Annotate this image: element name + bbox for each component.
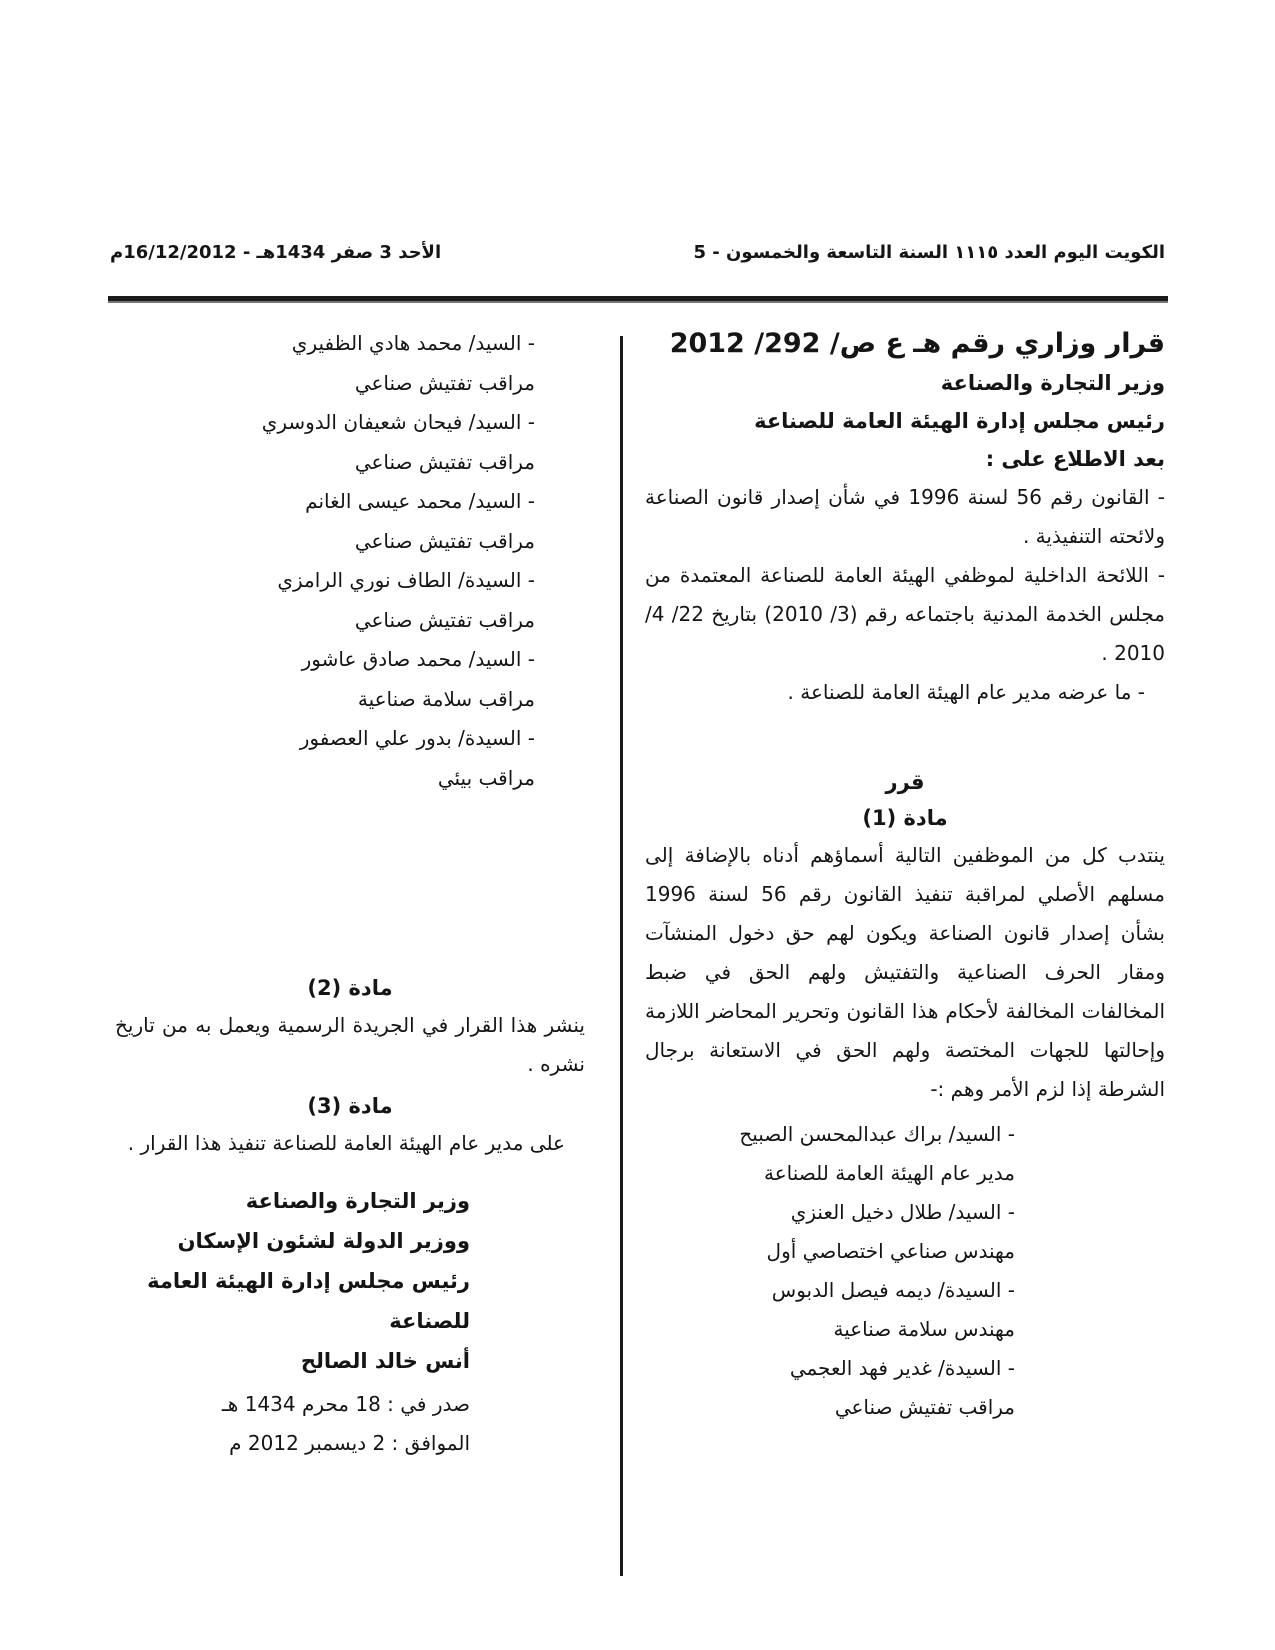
issuer-minister: وزير التجارة والصناعة bbox=[940, 371, 1165, 395]
list-item: - السيدة/ ديمه فيصل الدبوس bbox=[771, 1278, 1015, 1302]
reference-director: - ما عرضه مدير عام الهيئة العامة للصناعة . bbox=[787, 680, 1145, 704]
right-column bbox=[645, 324, 1165, 1427]
header-issue-info: الكويت اليوم العدد ١١١٥ السنة التاسعة والخمسون - 5 bbox=[693, 242, 1165, 263]
column-divider bbox=[620, 336, 623, 1576]
signature-line: وزير التجارة والصناعة bbox=[245, 1189, 470, 1213]
article-2-text: ينشر هذا القرار في الجريدة الرسمية ويعمل به من تاريخ نشره . bbox=[115, 1013, 585, 1076]
list-item: - السيدة/ بدور علي العصفور bbox=[299, 726, 535, 750]
list-item: مراقب سلامة صناعية bbox=[357, 686, 535, 711]
list-item: - السيدة/ الطاف نوري الرامزي bbox=[277, 568, 535, 592]
issue-dates bbox=[115, 1385, 585, 1463]
left-column bbox=[115, 324, 585, 1463]
signature-line: رئيس مجلس إدارة الهيئة العامة للصناعة bbox=[147, 1269, 470, 1333]
list-item: مهندس صناعي اختصاصي أول bbox=[766, 1239, 1015, 1263]
article-3-title: مادة (3) bbox=[307, 1094, 393, 1118]
header-date: الأحد 3 صفر 1434هـ - 16/12/2012م bbox=[110, 242, 442, 263]
list-item: مراقب بيئي bbox=[437, 765, 535, 790]
delegates-list-continued bbox=[115, 324, 585, 798]
list-item: - السيد/ طلال دخيل العنزي bbox=[790, 1200, 1015, 1224]
article-1-title: مادة (1) bbox=[862, 806, 948, 830]
issued-hijri: صدر في : 18 محرم 1434 هـ bbox=[221, 1392, 470, 1416]
reference-law: - القانون رقم 56 لسنة 1996 في شأن إصدار قانون الصناعة ولائحته التنفيذية . bbox=[645, 485, 1166, 548]
list-item: مراقب تفتيش صناعي bbox=[354, 528, 535, 553]
list-item: مهندس سلامة صناعية bbox=[833, 1317, 1015, 1341]
issued-gregorian: الموافق : 2 ديسمبر 2012 م bbox=[229, 1431, 470, 1455]
article-3-text: على مدير عام الهيئة العامة للصناعة تنفيذ هذا القرار . bbox=[127, 1131, 565, 1155]
list-item: مراقب تفتيش صناعي bbox=[354, 607, 535, 632]
list-item: - السيد/ محمد هادي الظفيري bbox=[291, 331, 535, 355]
list-item: - السيدة/ غدير فهد العجمي bbox=[789, 1356, 1015, 1380]
signatory-name: أنس خالد الصالح bbox=[300, 1349, 470, 1373]
list-item: - السيد/ فيحان شعيفان الدوسري bbox=[261, 410, 535, 434]
decided-heading: قرر bbox=[885, 770, 925, 794]
signature-line: ووزير الدولة لشئون الإسكان bbox=[177, 1229, 470, 1253]
list-item: - السيد/ محمد صادق عاشور bbox=[301, 647, 535, 671]
list-item: - السيد/ محمد عيسى الغانم bbox=[305, 489, 535, 513]
issuer-chairman: رئيس مجلس إدارة الهيئة العامة للصناعة bbox=[754, 409, 1165, 433]
article-2-title: مادة (2) bbox=[307, 976, 393, 1000]
article-1-text: ينتدب كل من الموظفين التالية أسماؤهم أدناه بالإضافة إلى مسلهم الأصلي لمراقبة تنفيذ القانون رقم 56 لسنة 1996 بشأن إصدار قانون الصناعة ويكون لهم حق دخول المنشآت ومقار الحرف الصناعية والتفتيش ولهم الحق في ضبط المخالفات المخالفة لأحكام هذا القانون وتحرير المحاضر اللازمة وإحالتها للجهات المختصة ولهم الحق في الاستعانة برجال الشرطة إذا لزم الأمر وهم :- bbox=[645, 843, 1165, 1101]
list-item: مراقب تفتيش صناعي bbox=[354, 449, 535, 474]
reference-bylaw: - اللائحة الداخلية لموظفي الهيئة العامة للصناعة المعتمدة من مجلس الخدمة المدنية باجتماعه رقم (3/ 2010) بتاريخ 22/ 4/ 2010 . bbox=[645, 563, 1165, 665]
after-review-heading: بعد الاطلاع على : bbox=[985, 447, 1165, 471]
list-item: مدير عام الهيئة العامة للصناعة bbox=[764, 1161, 1015, 1185]
header-rule bbox=[108, 296, 1168, 303]
delegates-list bbox=[645, 1115, 1165, 1427]
list-item: مراقب تفتيش صناعي bbox=[354, 370, 535, 395]
list-item: مراقب تفتيش صناعي bbox=[834, 1395, 1015, 1419]
signature-block bbox=[115, 1181, 585, 1381]
list-item: - السيد/ براك عبدالمحسن الصبيح bbox=[739, 1122, 1015, 1146]
decree-title: قرار وزاري رقم هـ ع ص/ 292/ 2012 bbox=[669, 328, 1165, 359]
